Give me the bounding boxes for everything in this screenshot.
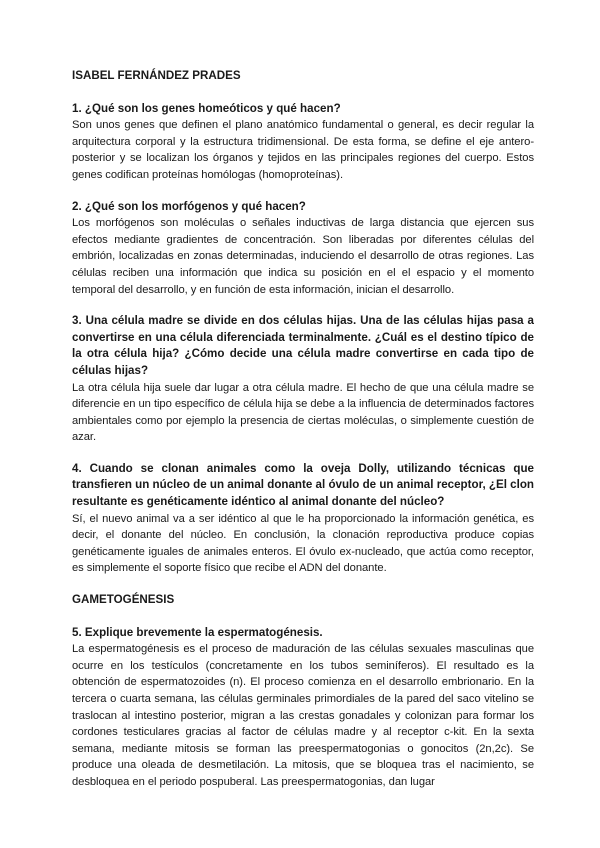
question-block-5 — [72, 625, 534, 791]
question-block-4 — [72, 461, 534, 577]
question-title: 3. Una célula madre se divide en dos células hijas. Una de las células hijas pasa a convertirse en una célula diferenciada terminalmente. ¿Cuál es el destino típico de la otra célula hija? ¿Cómo decide una célula madre convertirse en cada tipo de células hijas? — [72, 314, 534, 377]
question-answer: Sí, el nuevo animal va a ser idéntico al que le ha proporcionado la información genética, es decir, el donante del núcleo. En conclusión, la clonación reproductiva produce copias genéticamente iguales de animales enteros. El óvulo ex-nucleado, que actúa como receptor, es simplemente el soporte físico que recibe el ADN del donante. — [72, 512, 534, 575]
question-title: 1. ¿Qué son los genes homeóticos y qué hacen? — [72, 101, 341, 115]
author-name: ISABEL FERNÁNDEZ PRADES — [72, 69, 241, 82]
question-title: 5. Explique brevemente la espermatogénesis. — [72, 625, 323, 639]
document-page — [72, 68, 534, 806]
question-block-3 — [72, 313, 534, 446]
question-block-1 — [72, 101, 534, 184]
question-title: 4. Cuando se clonan animales como la oveja Dolly, utilizando técnicas que transfieren un núcleo de un animal donante al óvulo de un animal receptor, ¿El clon resultante es genéticamente idéntico al animal donante del núcleo? — [72, 461, 534, 509]
question-block-2 — [72, 199, 534, 299]
question-answer: La otra célula hija suele dar lugar a otra célula madre. El hecho de que una célula madre se diferencie en un tipo específico de célula hija se debe a la influencia de determinados factores ambientales como por ejemplo la presencia de ciertas moléculas, o simplemente cuestión de azar. — [72, 381, 534, 444]
question-answer: Son unos genes que definen el plano anatómico fundamental o general, es decir regular la arquitectura corporal y la estructura tridimensional. De esta forma, se define el eje antero-posterior y se localizan los órganos y tejidos en las principales regiones del cuerpo. Estos genes codifican proteínas homólogas (homoproteínas). — [72, 119, 534, 181]
question-answer: La espermatogénesis es el proceso de maduración de las células sexuales masculinas que ocurre en los testículos (concretamente en los tubos seminíferos). El resultado es la obtención de espermatozoides (n). El proceso comienza en el desarrollo embrionario. En la tercera o cuarta semana, las células germinales primordiales de la pared del saco vitelino se traslocan al intestino posterior, migran a las crestas gonadales y colonizan para formar los cordones testiculares gracias al factor de células madre y al receptor c-kit. En la sexta semana, mediante mitosis se forman las preespermatogonias o gonocitos (2n,2c). Se produce una oleada de desmetilación. La mitosis, que se bloquea tras el nacimiento, se desbloquea en el periodo pospuberal. Las preespermatogonias, dan lugar — [72, 643, 534, 788]
question-answer: Los morfógenos son moléculas o señales inductivas de larga distancia que ejercen sus efectos mediante gradientes de concentración. Son liberadas por diferentes células del embrión, localizadas en zonas determinadas, induciendo el desarrollo de otras regiones. Las células reciben una información que indica su posición en el el espacio y el momento temporal del desarrollo, y en función de esta información, inician el desarrollo. — [72, 217, 534, 296]
question-title: 2. ¿Qué son los morfógenos y qué hacen? — [72, 199, 306, 213]
section-heading: GAMETOGÉNESIS — [72, 593, 175, 607]
